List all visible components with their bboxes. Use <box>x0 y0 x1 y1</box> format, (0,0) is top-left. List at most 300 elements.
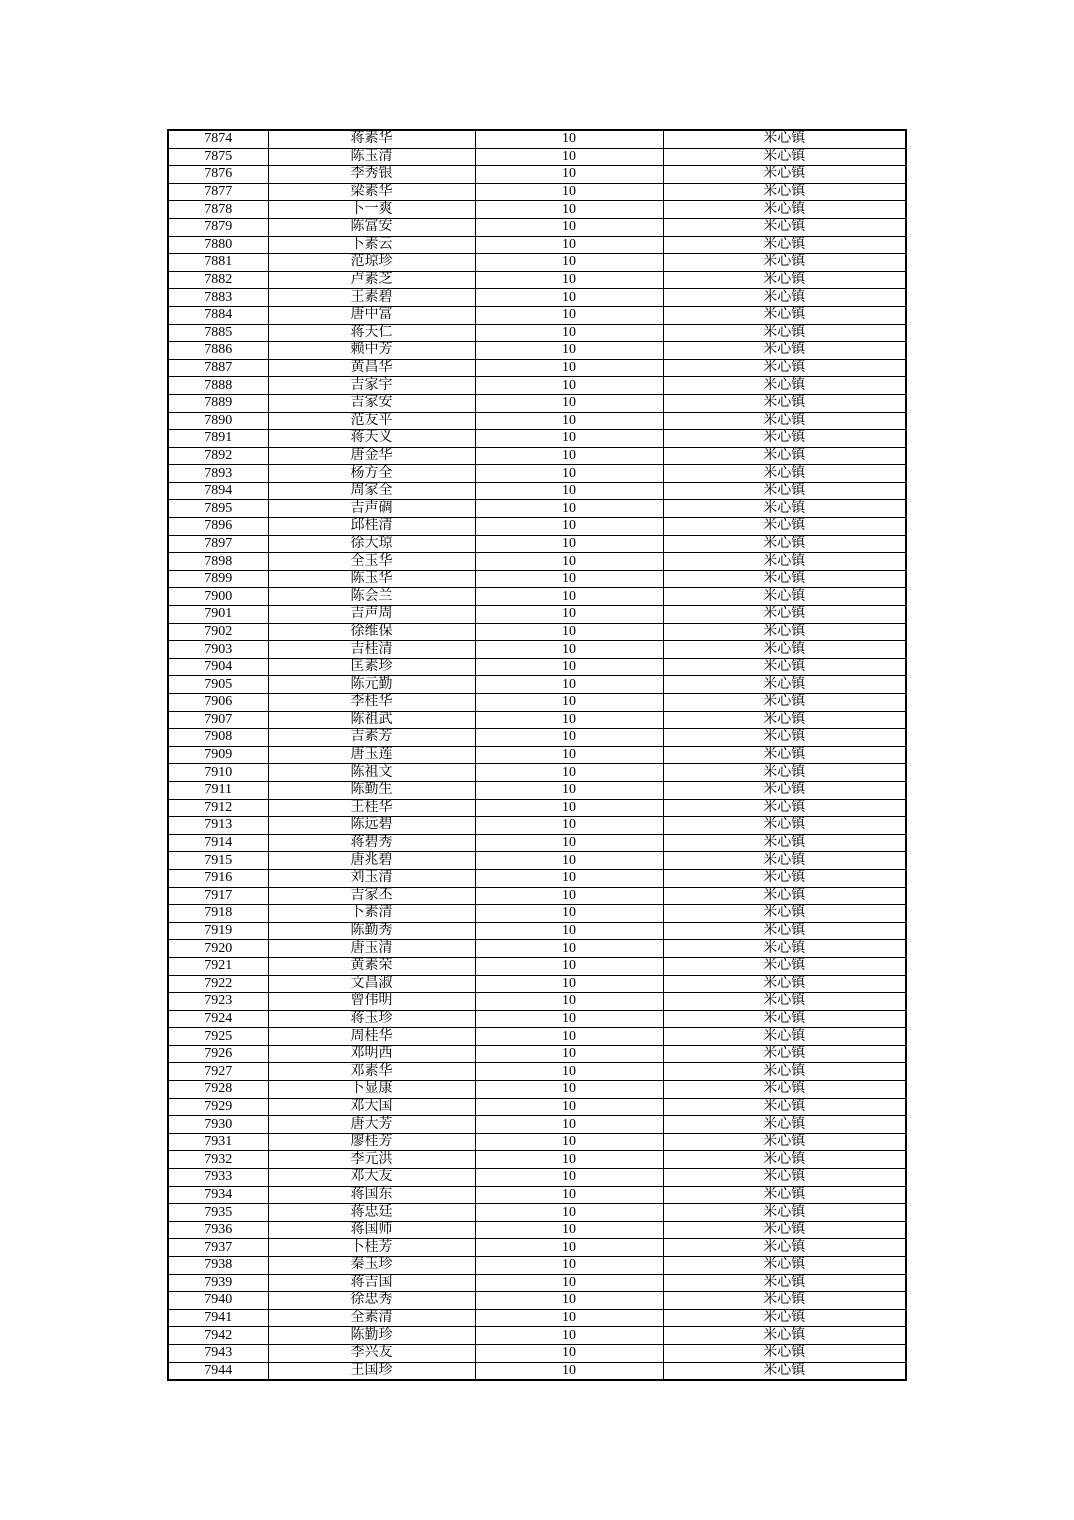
name-cell: 黄素荣 <box>268 957 475 975</box>
table-row <box>168 764 906 782</box>
town-cell: 米心镇 <box>663 834 906 852</box>
table-row <box>168 1309 906 1327</box>
serial-number-cell: 7910 <box>168 764 268 782</box>
table-row <box>168 1169 906 1187</box>
town-cell: 米心镇 <box>663 1309 906 1327</box>
town-cell: 米心镇 <box>663 289 906 307</box>
name-cell: 李元洪 <box>268 1151 475 1169</box>
serial-number-cell: 7898 <box>168 553 268 571</box>
serial-number-cell: 7888 <box>168 377 268 395</box>
name-cell: 陈会兰 <box>268 588 475 606</box>
table-row <box>168 535 906 553</box>
serial-number-cell: 7930 <box>168 1116 268 1134</box>
amount-cell: 10 <box>475 975 663 993</box>
name-cell: 卜素云 <box>268 236 475 254</box>
town-cell: 米心镇 <box>663 1362 906 1380</box>
name-cell: 吉家宇 <box>268 377 475 395</box>
amount-cell: 10 <box>475 201 663 219</box>
town-cell: 米心镇 <box>663 1327 906 1345</box>
name-cell: 蒋天仁 <box>268 324 475 342</box>
town-cell: 米心镇 <box>663 166 906 184</box>
amount-cell: 10 <box>475 887 663 905</box>
table-row <box>168 1045 906 1063</box>
town-cell: 米心镇 <box>663 570 906 588</box>
serial-number-cell: 7877 <box>168 183 268 201</box>
table-row <box>168 623 906 641</box>
table-row <box>168 324 906 342</box>
table-row <box>168 553 906 571</box>
serial-number-cell: 7944 <box>168 1362 268 1380</box>
town-cell: 米心镇 <box>663 394 906 412</box>
name-cell: 唐玉莲 <box>268 746 475 764</box>
serial-number-cell: 7893 <box>168 465 268 483</box>
name-cell: 邓大友 <box>268 1169 475 1187</box>
table-row <box>168 482 906 500</box>
name-cell: 蒋国东 <box>268 1186 475 1204</box>
amount-cell: 10 <box>475 676 663 694</box>
name-cell: 梁素华 <box>268 183 475 201</box>
serial-number-cell: 7880 <box>168 236 268 254</box>
amount-cell: 10 <box>475 781 663 799</box>
town-cell: 米心镇 <box>663 236 906 254</box>
amount-cell: 10 <box>475 1257 663 1275</box>
amount-cell: 10 <box>475 1169 663 1187</box>
serial-number-cell: 7941 <box>168 1309 268 1327</box>
table-row <box>168 377 906 395</box>
serial-number-cell: 7885 <box>168 324 268 342</box>
serial-number-cell: 7929 <box>168 1098 268 1116</box>
roster-table <box>167 129 907 1381</box>
amount-cell: 10 <box>475 1063 663 1081</box>
town-cell: 米心镇 <box>663 887 906 905</box>
name-cell: 王桂华 <box>268 799 475 817</box>
serial-number-cell: 7881 <box>168 254 268 272</box>
serial-number-cell: 7887 <box>168 359 268 377</box>
name-cell: 赖中芳 <box>268 342 475 360</box>
amount-cell: 10 <box>475 1221 663 1239</box>
name-cell: 唐金华 <box>268 447 475 465</box>
amount-cell: 10 <box>475 1028 663 1046</box>
amount-cell: 10 <box>475 535 663 553</box>
serial-number-cell: 7879 <box>168 218 268 236</box>
table-row <box>168 1362 906 1380</box>
town-cell: 米心镇 <box>663 1028 906 1046</box>
amount-cell: 10 <box>475 658 663 676</box>
name-cell: 范琼珍 <box>268 254 475 272</box>
amount-cell: 10 <box>475 342 663 360</box>
town-cell: 米心镇 <box>663 1098 906 1116</box>
town-cell: 米心镇 <box>663 869 906 887</box>
serial-number-cell: 7916 <box>168 869 268 887</box>
amount-cell: 10 <box>475 940 663 958</box>
serial-number-cell: 7908 <box>168 729 268 747</box>
town-cell: 米心镇 <box>663 922 906 940</box>
table-row <box>168 905 906 923</box>
serial-number-cell: 7923 <box>168 993 268 1011</box>
name-cell: 邓大国 <box>268 1098 475 1116</box>
town-cell: 米心镇 <box>663 306 906 324</box>
table-row <box>168 1133 906 1151</box>
roster-table-body <box>168 130 906 1380</box>
table-row <box>168 289 906 307</box>
table-row <box>168 940 906 958</box>
town-cell: 米心镇 <box>663 148 906 166</box>
serial-number-cell: 7943 <box>168 1344 268 1362</box>
amount-cell: 10 <box>475 570 663 588</box>
town-cell: 米心镇 <box>663 781 906 799</box>
serial-number-cell: 7935 <box>168 1204 268 1222</box>
table-row <box>168 676 906 694</box>
amount-cell: 10 <box>475 905 663 923</box>
table-row <box>168 711 906 729</box>
name-cell: 卜桂芳 <box>268 1239 475 1257</box>
name-cell: 王国珍 <box>268 1362 475 1380</box>
table-row <box>168 1063 906 1081</box>
table-row <box>168 1344 906 1362</box>
town-cell: 米心镇 <box>663 993 906 1011</box>
name-cell: 徐大琼 <box>268 535 475 553</box>
serial-number-cell: 7876 <box>168 166 268 184</box>
amount-cell: 10 <box>475 852 663 870</box>
serial-number-cell: 7939 <box>168 1274 268 1292</box>
town-cell: 米心镇 <box>663 553 906 571</box>
name-cell: 匡素珍 <box>268 658 475 676</box>
serial-number-cell: 7934 <box>168 1186 268 1204</box>
town-cell: 米心镇 <box>663 518 906 536</box>
amount-cell: 10 <box>475 183 663 201</box>
town-cell: 米心镇 <box>663 957 906 975</box>
name-cell: 廖桂芳 <box>268 1133 475 1151</box>
amount-cell: 10 <box>475 289 663 307</box>
name-cell: 唐大芳 <box>268 1116 475 1134</box>
serial-number-cell: 7890 <box>168 412 268 430</box>
name-cell: 全玉华 <box>268 553 475 571</box>
name-cell: 周家全 <box>268 482 475 500</box>
amount-cell: 10 <box>475 799 663 817</box>
town-cell: 米心镇 <box>663 606 906 624</box>
serial-number-cell: 7875 <box>168 148 268 166</box>
table-row <box>168 447 906 465</box>
amount-cell: 10 <box>475 729 663 747</box>
name-cell: 陈勤秀 <box>268 922 475 940</box>
name-cell: 文昌淑 <box>268 975 475 993</box>
amount-cell: 10 <box>475 377 663 395</box>
name-cell: 陈勤珍 <box>268 1327 475 1345</box>
serial-number-cell: 7902 <box>168 623 268 641</box>
table-row <box>168 1239 906 1257</box>
table-row <box>168 993 906 1011</box>
table-row <box>168 1010 906 1028</box>
serial-number-cell: 7891 <box>168 430 268 448</box>
town-cell: 米心镇 <box>663 940 906 958</box>
table-row <box>168 799 906 817</box>
amount-cell: 10 <box>475 694 663 712</box>
name-cell: 曾伟明 <box>268 993 475 1011</box>
amount-cell: 10 <box>475 869 663 887</box>
town-cell: 米心镇 <box>663 1169 906 1187</box>
serial-number-cell: 7933 <box>168 1169 268 1187</box>
town-cell: 米心镇 <box>663 905 906 923</box>
amount-cell: 10 <box>475 254 663 272</box>
name-cell: 卢素芝 <box>268 271 475 289</box>
amount-cell: 10 <box>475 465 663 483</box>
serial-number-cell: 7917 <box>168 887 268 905</box>
table-row <box>168 359 906 377</box>
serial-number-cell: 7905 <box>168 676 268 694</box>
serial-number-cell: 7889 <box>168 394 268 412</box>
amount-cell: 10 <box>475 957 663 975</box>
table-row <box>168 1081 906 1099</box>
table-row <box>168 1028 906 1046</box>
serial-number-cell: 7882 <box>168 271 268 289</box>
town-cell: 米心镇 <box>663 482 906 500</box>
table-row <box>168 957 906 975</box>
amount-cell: 10 <box>475 553 663 571</box>
name-cell: 李兴友 <box>268 1344 475 1362</box>
amount-cell: 10 <box>475 1344 663 1362</box>
amount-cell: 10 <box>475 1186 663 1204</box>
serial-number-cell: 7892 <box>168 447 268 465</box>
table-row <box>168 254 906 272</box>
serial-number-cell: 7894 <box>168 482 268 500</box>
town-cell: 米心镇 <box>663 623 906 641</box>
amount-cell: 10 <box>475 588 663 606</box>
name-cell: 邓明西 <box>268 1045 475 1063</box>
table-row <box>168 922 906 940</box>
table-row <box>168 852 906 870</box>
table-row <box>168 641 906 659</box>
town-cell: 米心镇 <box>663 1133 906 1151</box>
town-cell: 米心镇 <box>663 1010 906 1028</box>
name-cell: 秦玉珍 <box>268 1257 475 1275</box>
serial-number-cell: 7919 <box>168 922 268 940</box>
town-cell: 米心镇 <box>663 342 906 360</box>
town-cell: 米心镇 <box>663 1045 906 1063</box>
town-cell: 米心镇 <box>663 764 906 782</box>
town-cell: 米心镇 <box>663 1063 906 1081</box>
table-row <box>168 834 906 852</box>
amount-cell: 10 <box>475 166 663 184</box>
name-cell: 吉声周 <box>268 606 475 624</box>
table-row <box>168 975 906 993</box>
town-cell: 米心镇 <box>663 201 906 219</box>
amount-cell: 10 <box>475 236 663 254</box>
serial-number-cell: 7918 <box>168 905 268 923</box>
town-cell: 米心镇 <box>663 535 906 553</box>
town-cell: 米心镇 <box>663 377 906 395</box>
town-cell: 米心镇 <box>663 746 906 764</box>
name-cell: 陈祖文 <box>268 764 475 782</box>
town-cell: 米心镇 <box>663 694 906 712</box>
table-row <box>168 306 906 324</box>
name-cell: 杨方全 <box>268 465 475 483</box>
table-row <box>168 412 906 430</box>
table-row <box>168 1098 906 1116</box>
name-cell: 邓素华 <box>268 1063 475 1081</box>
amount-cell: 10 <box>475 641 663 659</box>
town-cell: 米心镇 <box>663 359 906 377</box>
serial-number-cell: 7901 <box>168 606 268 624</box>
town-cell: 米心镇 <box>663 271 906 289</box>
serial-number-cell: 7932 <box>168 1151 268 1169</box>
table-row <box>168 1274 906 1292</box>
town-cell: 米心镇 <box>663 1274 906 1292</box>
serial-number-cell: 7914 <box>168 834 268 852</box>
name-cell: 邱桂清 <box>268 518 475 536</box>
town-cell: 米心镇 <box>663 324 906 342</box>
town-cell: 米心镇 <box>663 1292 906 1310</box>
table-row <box>168 1116 906 1134</box>
table-row <box>168 781 906 799</box>
table-row <box>168 658 906 676</box>
serial-number-cell: 7895 <box>168 500 268 518</box>
amount-cell: 10 <box>475 359 663 377</box>
serial-number-cell: 7911 <box>168 781 268 799</box>
table-row <box>168 518 906 536</box>
serial-number-cell: 7940 <box>168 1292 268 1310</box>
amount-cell: 10 <box>475 1098 663 1116</box>
amount-cell: 10 <box>475 218 663 236</box>
amount-cell: 10 <box>475 394 663 412</box>
table-row <box>168 183 906 201</box>
name-cell: 卜素清 <box>268 905 475 923</box>
serial-number-cell: 7938 <box>168 1257 268 1275</box>
table-row <box>168 1257 906 1275</box>
table-row <box>168 1204 906 1222</box>
name-cell: 蒋忠廷 <box>268 1204 475 1222</box>
serial-number-cell: 7899 <box>168 570 268 588</box>
serial-number-cell: 7927 <box>168 1063 268 1081</box>
name-cell: 李桂华 <box>268 694 475 712</box>
table-row <box>168 1221 906 1239</box>
town-cell: 米心镇 <box>663 1239 906 1257</box>
serial-number-cell: 7921 <box>168 957 268 975</box>
amount-cell: 10 <box>475 500 663 518</box>
serial-number-cell: 7884 <box>168 306 268 324</box>
town-cell: 米心镇 <box>663 500 906 518</box>
amount-cell: 10 <box>475 1204 663 1222</box>
amount-cell: 10 <box>475 606 663 624</box>
town-cell: 米心镇 <box>663 1151 906 1169</box>
table-row <box>168 570 906 588</box>
town-cell: 米心镇 <box>663 1081 906 1099</box>
name-cell: 徐维保 <box>268 623 475 641</box>
name-cell: 唐兆碧 <box>268 852 475 870</box>
table-row <box>168 887 906 905</box>
amount-cell: 10 <box>475 1081 663 1099</box>
serial-number-cell: 7903 <box>168 641 268 659</box>
table-row <box>168 500 906 518</box>
name-cell: 陈祖武 <box>268 711 475 729</box>
name-cell: 陈勤生 <box>268 781 475 799</box>
name-cell: 陈富安 <box>268 218 475 236</box>
table-row <box>168 1327 906 1345</box>
amount-cell: 10 <box>475 430 663 448</box>
amount-cell: 10 <box>475 412 663 430</box>
name-cell: 唐中富 <box>268 306 475 324</box>
name-cell: 李秀银 <box>268 166 475 184</box>
town-cell: 米心镇 <box>663 412 906 430</box>
town-cell: 米心镇 <box>663 1257 906 1275</box>
serial-number-cell: 7878 <box>168 201 268 219</box>
amount-cell: 10 <box>475 1362 663 1380</box>
table-row <box>168 201 906 219</box>
name-cell: 范友平 <box>268 412 475 430</box>
town-cell: 米心镇 <box>663 676 906 694</box>
town-cell: 米心镇 <box>663 711 906 729</box>
table-row <box>168 465 906 483</box>
serial-number-cell: 7907 <box>168 711 268 729</box>
name-cell: 陈玉华 <box>268 570 475 588</box>
name-cell: 陈玉清 <box>268 148 475 166</box>
amount-cell: 10 <box>475 482 663 500</box>
serial-number-cell: 7928 <box>168 1081 268 1099</box>
name-cell: 陈远碧 <box>268 817 475 835</box>
amount-cell: 10 <box>475 324 663 342</box>
amount-cell: 10 <box>475 1239 663 1257</box>
table-row <box>168 166 906 184</box>
serial-number-cell: 7904 <box>168 658 268 676</box>
serial-number-cell: 7922 <box>168 975 268 993</box>
town-cell: 米心镇 <box>663 658 906 676</box>
serial-number-cell: 7896 <box>168 518 268 536</box>
name-cell: 蒋玉珍 <box>268 1010 475 1028</box>
name-cell: 刘玉清 <box>268 869 475 887</box>
serial-number-cell: 7924 <box>168 1010 268 1028</box>
table-row <box>168 817 906 835</box>
town-cell: 米心镇 <box>663 1116 906 1134</box>
amount-cell: 10 <box>475 711 663 729</box>
table-row <box>168 271 906 289</box>
town-cell: 米心镇 <box>663 254 906 272</box>
serial-number-cell: 7931 <box>168 1133 268 1151</box>
name-cell: 蒋天义 <box>268 430 475 448</box>
serial-number-cell: 7897 <box>168 535 268 553</box>
town-cell: 米心镇 <box>663 447 906 465</box>
name-cell: 吉声碉 <box>268 500 475 518</box>
town-cell: 米心镇 <box>663 1204 906 1222</box>
amount-cell: 10 <box>475 447 663 465</box>
name-cell: 周桂华 <box>268 1028 475 1046</box>
amount-cell: 10 <box>475 1133 663 1151</box>
table-row <box>168 236 906 254</box>
amount-cell: 10 <box>475 764 663 782</box>
name-cell: 卜显康 <box>268 1081 475 1099</box>
table-row <box>168 1151 906 1169</box>
serial-number-cell: 7925 <box>168 1028 268 1046</box>
town-cell: 米心镇 <box>663 465 906 483</box>
town-cell: 米心镇 <box>663 218 906 236</box>
town-cell: 米心镇 <box>663 852 906 870</box>
name-cell: 吉素芳 <box>268 729 475 747</box>
town-cell: 米心镇 <box>663 1221 906 1239</box>
serial-number-cell: 7926 <box>168 1045 268 1063</box>
name-cell: 陈元勤 <box>268 676 475 694</box>
serial-number-cell: 7909 <box>168 746 268 764</box>
table-row <box>168 394 906 412</box>
amount-cell: 10 <box>475 1045 663 1063</box>
amount-cell: 10 <box>475 1292 663 1310</box>
town-cell: 米心镇 <box>663 641 906 659</box>
name-cell: 蒋吉国 <box>268 1274 475 1292</box>
amount-cell: 10 <box>475 130 663 148</box>
amount-cell: 10 <box>475 148 663 166</box>
town-cell: 米心镇 <box>663 588 906 606</box>
name-cell: 蒋国师 <box>268 1221 475 1239</box>
table-row <box>168 430 906 448</box>
amount-cell: 10 <box>475 1309 663 1327</box>
table-row <box>168 606 906 624</box>
